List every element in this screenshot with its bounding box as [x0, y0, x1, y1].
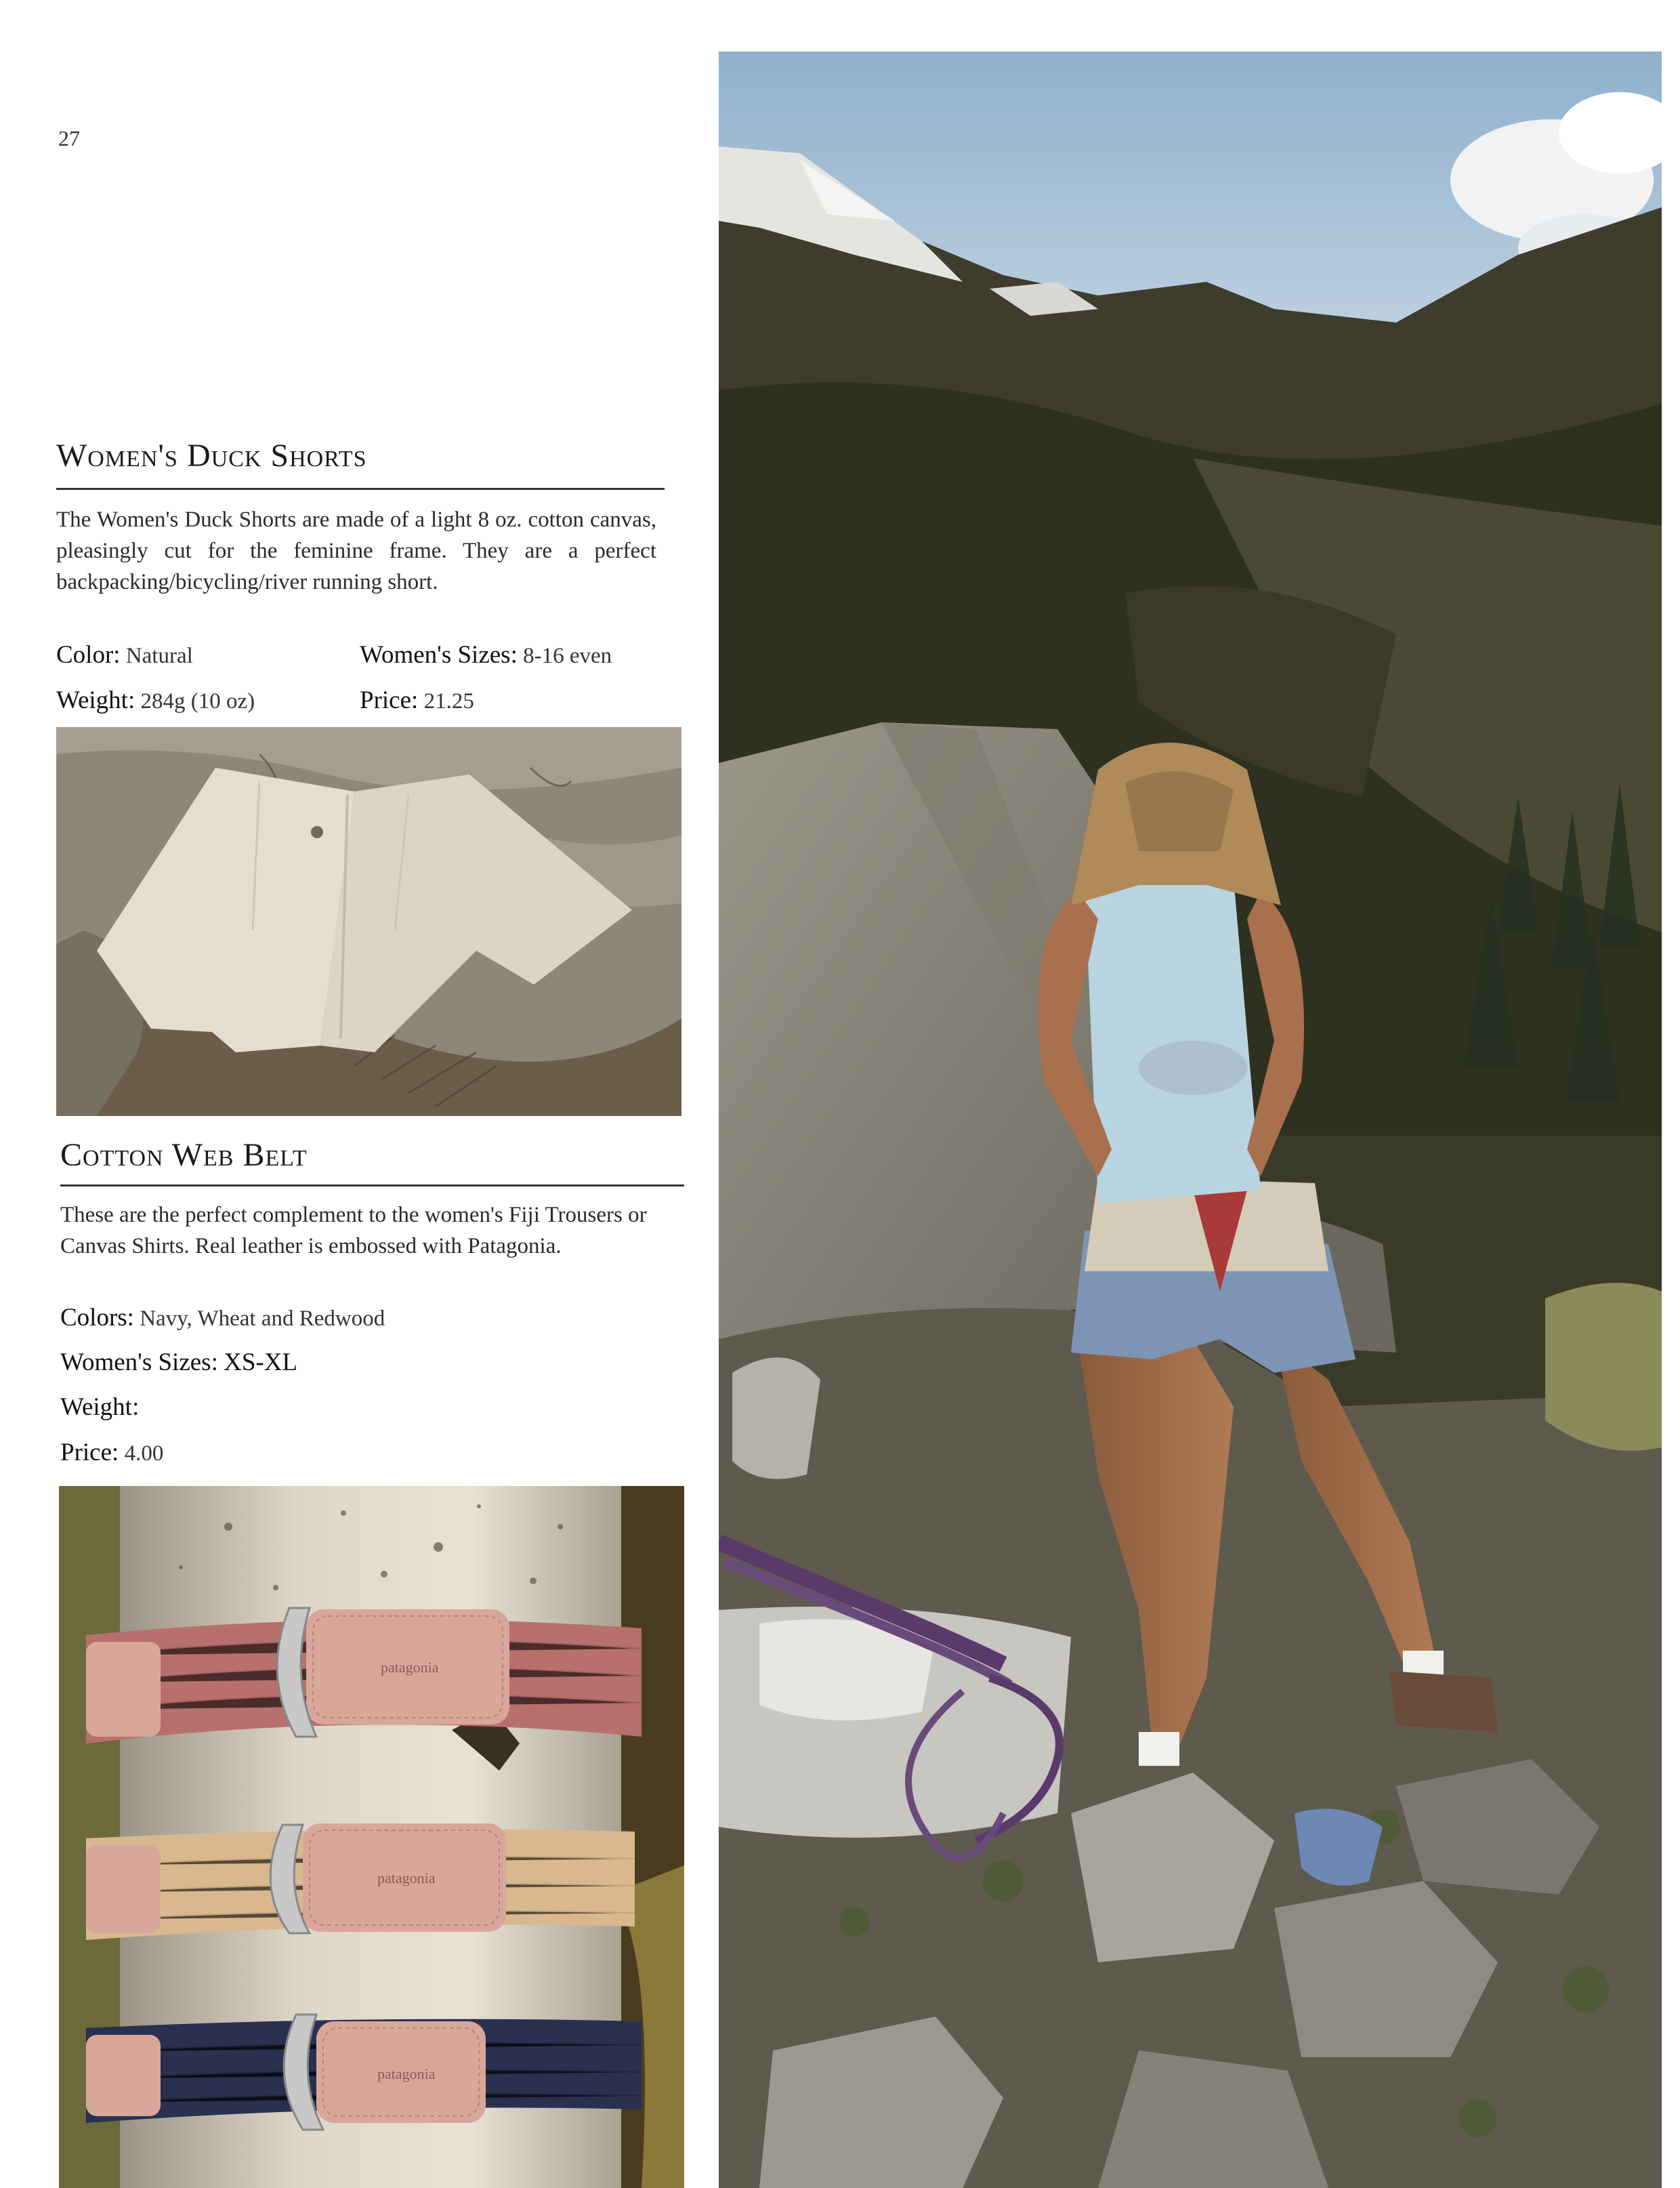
belt-price-value: 4.00: [124, 1441, 164, 1466]
belt-sizes-spec: [60, 1348, 297, 1377]
shorts-price-value: 21.25: [423, 689, 474, 714]
belt-sizes-label: Women's Sizes:: [60, 1348, 218, 1376]
belt-description: These are the perfect complement to the women's Fiji Trousers or Canvas Shirts. Real leather is embossed with Patagonia.: [60, 1203, 647, 1258]
climber-photo: [719, 51, 1662, 2188]
shorts-sizes-spec: [360, 640, 612, 669]
belt-colors-spec: [60, 1303, 385, 1332]
shorts-weight-value: 284g (10 oz): [140, 689, 255, 714]
belt-weight-label: Weight:: [60, 1393, 140, 1421]
shorts-weight-label: Weight:: [56, 686, 135, 714]
belt-price-label: Price:: [60, 1439, 119, 1466]
shorts-color-value: Natural: [125, 644, 193, 668]
shorts-color-label: Color:: [56, 641, 121, 669]
shorts-sizes-label: Women's Sizes:: [360, 641, 518, 669]
belt-title: Cotton Web Belt: [60, 1137, 308, 1173]
belt-logo-redwood: patagonia: [381, 1659, 439, 1676]
shorts-description: The Women's Duck Shorts are made of a light 8 oz. cotton canvas, pleasingly cut for the feminine frame. They are a perfect backpacking/bicycling/river running short.: [56, 508, 656, 594]
belt-colors-value: Navy, Wheat and Redwood: [140, 1306, 385, 1331]
shorts-color-spec: [56, 640, 193, 669]
belt-logo-wheat: patagonia: [377, 1870, 436, 1886]
belt-price-spec: [60, 1438, 163, 1467]
shorts-price-label: Price:: [360, 686, 419, 714]
shorts-weight-spec: [56, 686, 255, 715]
belt-sizes-value: XS-XL: [224, 1348, 298, 1376]
belt-logo-navy: patagonia: [377, 2065, 436, 2082]
shorts-photo: [56, 727, 681, 1116]
shorts-sizes-value: 8-16 even: [523, 644, 612, 668]
page-number: 27: [58, 126, 80, 150]
belt-weight-spec: [60, 1392, 139, 1422]
belt-photo: [59, 1486, 684, 2188]
belt-title-rule: [60, 1184, 684, 1186]
shorts-title: Women's Duck Shorts: [56, 438, 367, 474]
belt-colors-label: Colors:: [60, 1304, 134, 1332]
shorts-title-rule: [56, 488, 665, 490]
shorts-price-spec: [360, 686, 474, 715]
